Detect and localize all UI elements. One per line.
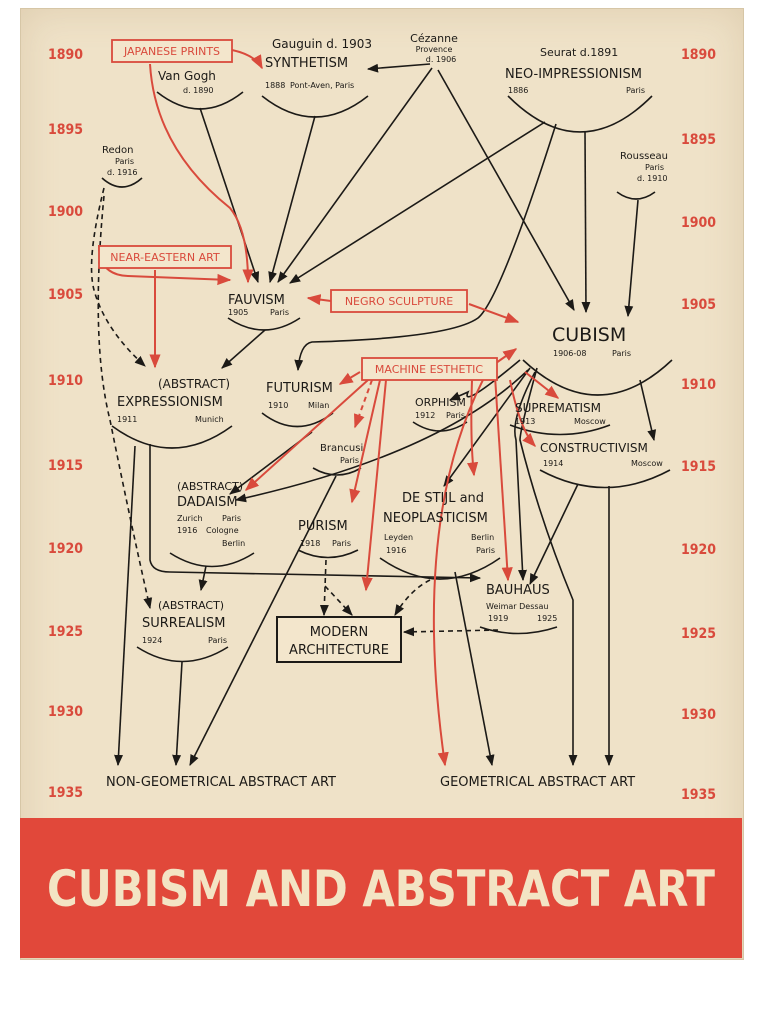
movement-place: Paris [270, 308, 290, 317]
movement-prefix: (ABSTRACT) [177, 480, 244, 493]
movement-prefix: (ABSTRACT) [158, 377, 231, 391]
node-expressionism [117, 377, 230, 424]
artist-place: Paris [340, 456, 360, 465]
movement-place: Munich [195, 415, 224, 424]
outcome-geometrical: GEOMETRICAL ABSTRACT ART [440, 775, 636, 790]
year-label: 1890 [48, 47, 84, 63]
year-label: 1935 [48, 785, 84, 801]
connector [585, 132, 586, 312]
movement-name: BAUHAUS [486, 583, 550, 598]
movement-place: Moscow [631, 459, 663, 468]
arc-expressionism [112, 426, 232, 448]
artist-date: d. 1916 [107, 168, 138, 177]
artist-date: d. 1906 [425, 55, 457, 64]
movement-name: CONSTRUCTIVISM [540, 441, 648, 455]
influence-label: MACHINE ESTHETIC [374, 363, 484, 376]
movement-name: SYNTHETISM [265, 56, 349, 71]
artist-name: Redon [102, 145, 134, 156]
arc-neo-impressionism [508, 96, 652, 132]
influence-label: JAPANESE PRINTS [123, 45, 221, 58]
node-gauguin-synthetism [265, 37, 372, 90]
influence-label: NEAR-EASTERN ART [110, 251, 220, 264]
year-label: 1920 [48, 541, 84, 557]
arc-synthetism [262, 96, 368, 117]
year-label: 1915 [48, 458, 84, 474]
influence-negro-sculpture [331, 290, 467, 312]
movement-year: 1906-08 [553, 349, 587, 358]
node-van-gogh [158, 69, 216, 95]
movement-prefix: (ABSTRACT) [158, 599, 225, 612]
movement-name: DE STIJL and [402, 491, 485, 506]
red-connector [232, 50, 262, 68]
movement-detail: Paris [476, 546, 496, 555]
dashed-connector [395, 580, 430, 615]
year-label: 1900 [48, 204, 84, 220]
node-rousseau [620, 151, 668, 183]
cover-title: CUBISM AND ABSTRACT ART [47, 860, 716, 918]
red-dashed-connector [355, 380, 372, 427]
artist-date: d. 1910 [637, 174, 668, 183]
arc-futurism [262, 413, 333, 427]
red-connector [340, 372, 360, 384]
movement-year: 1912 [415, 411, 436, 420]
node-constructivism [540, 441, 663, 468]
movement-year: 1913 [515, 417, 536, 426]
connector [270, 116, 315, 282]
year-scale-left [48, 47, 83, 801]
arc-bauhaus [480, 627, 557, 634]
year-label: 1900 [681, 215, 717, 231]
movement-detail: Zurich [177, 514, 203, 523]
arc-redon [102, 178, 142, 187]
movement-name: MODERN [309, 625, 369, 640]
year-label: 1895 [681, 132, 717, 148]
movement-place: Paris [446, 411, 466, 420]
artist-place: Provence [415, 45, 453, 54]
movement-year: 1905 [228, 308, 249, 317]
node-modern-architecture [277, 617, 401, 662]
year-label: 1905 [48, 287, 84, 303]
dashed-connector [404, 630, 498, 632]
artist-name: Van Gogh [158, 69, 216, 83]
year-label: 1930 [681, 707, 717, 723]
movement-year: 1910 [268, 401, 289, 410]
movement-place: Paris [626, 86, 646, 95]
movement-name: EXPRESSIONISM [117, 395, 223, 410]
year-label: 1930 [48, 704, 84, 720]
arc-constructivism [540, 470, 670, 488]
red-connector [308, 298, 331, 301]
movement-place: Paris [612, 349, 632, 358]
movement-year: 1914 [543, 459, 564, 468]
node-redon [102, 145, 138, 177]
movement-detail: 1916 [386, 546, 407, 555]
red-connector [496, 349, 516, 363]
node-purism [298, 519, 351, 548]
year-label: 1925 [681, 626, 717, 642]
movement-name: SUPREMATISM [515, 401, 602, 415]
connector [628, 200, 638, 316]
movement-name: ORPHISM [415, 396, 466, 409]
node-orphism [415, 396, 466, 420]
movement-place: Paris [208, 636, 228, 645]
year-label: 1905 [681, 297, 717, 313]
artist-date: d. 1890 [183, 86, 214, 95]
movement-detail: Leyden [384, 533, 414, 542]
influence-japanese-prints [112, 40, 232, 62]
artist-name: Brancusi [320, 443, 364, 454]
node-fauvism [228, 293, 289, 317]
movement-name: ARCHITECTURE [289, 643, 389, 658]
movement-year: 1911 [117, 415, 138, 424]
influence-label: NEGRO SCULPTURE [344, 295, 454, 308]
artist-name: Gauguin d. 1903 [272, 37, 373, 51]
outcome-non-geometrical: NON-GEOMETRICAL ABSTRACT ART [106, 775, 336, 790]
year-label: 1910 [681, 377, 717, 393]
movement-detail: Weimar Dessau [486, 602, 549, 611]
red-connector [366, 380, 386, 590]
arc-orphism [413, 422, 467, 431]
movement-year: 1886 [508, 86, 529, 95]
artist-name: Cézanne [410, 32, 458, 45]
connector [368, 64, 430, 69]
connector [520, 368, 573, 765]
artist-place: Paris [115, 157, 135, 166]
connector [118, 446, 135, 765]
artist-place: Paris [645, 163, 665, 172]
movement-name: SURREALISM [142, 616, 226, 631]
arc-brancusi [313, 468, 361, 475]
movement-place: Paris [332, 539, 352, 548]
node-brancusi [320, 443, 363, 465]
connector [438, 70, 574, 310]
movement-name: NEO-IMPRESSIONISM [505, 67, 642, 82]
movement-year: 1888 [265, 81, 286, 90]
influence-near-eastern-art [99, 246, 231, 268]
movement-detail: Berlin [471, 533, 495, 542]
movement-detail: 1919 [488, 614, 509, 623]
node-cubism [552, 324, 631, 358]
movement-name: NEOPLASTICISM [383, 511, 488, 526]
artist-name: Rousseau [620, 151, 668, 162]
connector [290, 122, 545, 283]
node-surrealism [142, 599, 227, 645]
connector [176, 662, 182, 765]
node-seurat-neo-impressionism [505, 46, 645, 95]
movement-year: 1918 [300, 539, 321, 548]
movement-name: FUTURISM [266, 381, 333, 396]
movement-detail: Paris [222, 514, 242, 523]
year-label: 1935 [681, 787, 717, 803]
connector [298, 124, 556, 370]
connector [278, 68, 432, 282]
connector [455, 572, 492, 765]
movement-name: DADAISM [177, 495, 238, 510]
movement-name: FAUVISM [228, 293, 285, 308]
connector [640, 380, 654, 440]
arc-fauvism [228, 318, 300, 330]
movement-place: Milan [308, 401, 330, 410]
year-label: 1920 [681, 542, 717, 558]
year-label: 1925 [48, 624, 84, 640]
node-suprematism [515, 401, 606, 426]
node-bauhaus [486, 583, 557, 623]
arc-cubism [523, 360, 672, 395]
dashed-connector [325, 586, 352, 615]
connector [201, 566, 206, 590]
movement-detail: 1925 [537, 614, 558, 623]
node-de-stijl [383, 491, 495, 555]
influence-machine-esthetic [362, 358, 497, 380]
year-label: 1890 [681, 47, 717, 63]
year-scale-right [681, 47, 716, 803]
movement-name: CUBISM [552, 324, 627, 346]
movement-detail: 1916 [177, 526, 198, 535]
connector [222, 330, 265, 368]
year-label: 1915 [681, 459, 717, 475]
artist-name: Seurat d.1891 [540, 46, 619, 59]
movement-detail: Cologne [206, 526, 239, 535]
arc-surrealism [137, 647, 228, 662]
year-label: 1910 [48, 373, 84, 389]
node-cezanne [410, 32, 458, 64]
movement-detail: Berlin [222, 539, 246, 548]
node-futurism [266, 381, 333, 410]
movement-name: PURISM [298, 519, 348, 534]
movement-place: Moscow [574, 417, 606, 426]
arc-rousseau [617, 192, 655, 199]
year-label: 1895 [48, 122, 84, 138]
arc-dadaism [170, 553, 254, 567]
movement-year: 1924 [142, 636, 163, 645]
node-dadaism [177, 480, 245, 548]
movement-place: Pont-Aven, Paris [290, 81, 355, 90]
arc-purism [298, 550, 358, 558]
